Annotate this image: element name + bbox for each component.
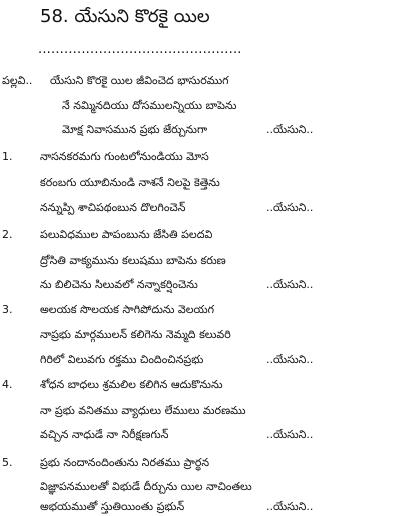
stanza-number: 3. [2,303,13,316]
stanza-5-refrain: ..యేసుని.. [266,500,314,513]
pallavi-line-1: యేసుని కొరకై యిల జీవించెద భాసురముగ [50,74,229,87]
stanza-1-line-1: నాసనకరమగు గుంటలోనుండియు మోస [40,150,209,163]
stanza-number: 1. [2,150,13,163]
pallavi-line-2: నే నమ్మినదియు దోసములన్నియు బాపెను [62,99,237,112]
pallavi-line-3: మోక్ష నివాసమున ప్రభు జేర్చునుగా [62,123,208,136]
stanza-number: 2. [2,228,13,241]
stanza-2-line-2: ద్రోసితి వాక్యమును కలుషము బాపెను కరుణ [40,254,226,267]
stanza-3-line-3: గిరిలో విలువగు రక్తము చిందించినప్రభు [40,353,204,366]
stanza-5-line-2: విజ్ఞాపనములతో విభుడే దీర్చును యిల నాచింతలు [40,480,252,493]
stanza-3-line-2: నాప్రభు మార్గములన్ కలిగెను నెమ్మది కలువరి [40,328,231,341]
stanza-1-line-2: కరంబగు యూబినుండి నాశనే నిలపై కెత్తెను [40,176,220,189]
stanza-4-line-3: వచ్చిన నాధుడే నా నిరీక్షణగున్ [40,428,169,441]
stanza-3-refrain: ..యేసుని.. [266,353,314,366]
stanza-1-refrain: ..యేసుని.. [266,201,314,214]
stanza-5-line-3: అభయముతో స్తుతియింతు ప్రభున్ [40,500,185,513]
stanza-5-line-1: ప్రభు నందానందింతును నిరతము ప్రార్థన [40,456,210,469]
song-title: 58. యేసుని కొరకై యిల [40,6,210,27]
stanza-4-refrain: ..యేసుని.. [266,428,314,441]
stanza-2-line-1: పలువిధముల పాపంబును జేసితి పలదవి [40,228,213,241]
pallavi-label: పల్లవి.. [2,74,33,87]
stanza-2-line-3: ను బిలిచెను సిలువలో నన్నాకర్షించెను [40,278,198,291]
dotted-separator: ............................................... [38,42,242,57]
stanza-1-line-3: నన్నుప్పి శాచిపథంబున దొలగించెన్ [40,201,186,214]
stanza-number: 4. [2,378,13,391]
stanza-4-line-1: శోధన బాధలు శ్రమలిల కలిగిన ఆదుకొనును [40,378,223,391]
stanza-2-refrain: ..యేసుని.. [266,278,314,291]
pallavi-refrain: ..యేసుని.. [266,123,314,136]
stanza-3-line-1: అలయక సొలయక సాగిపోదును వెలయగ [40,303,215,316]
stanza-4-line-2: నా ప్రభు వనితము వ్యాధులు లేములు మరణము [40,404,246,417]
stanza-number: 5. [2,456,13,469]
